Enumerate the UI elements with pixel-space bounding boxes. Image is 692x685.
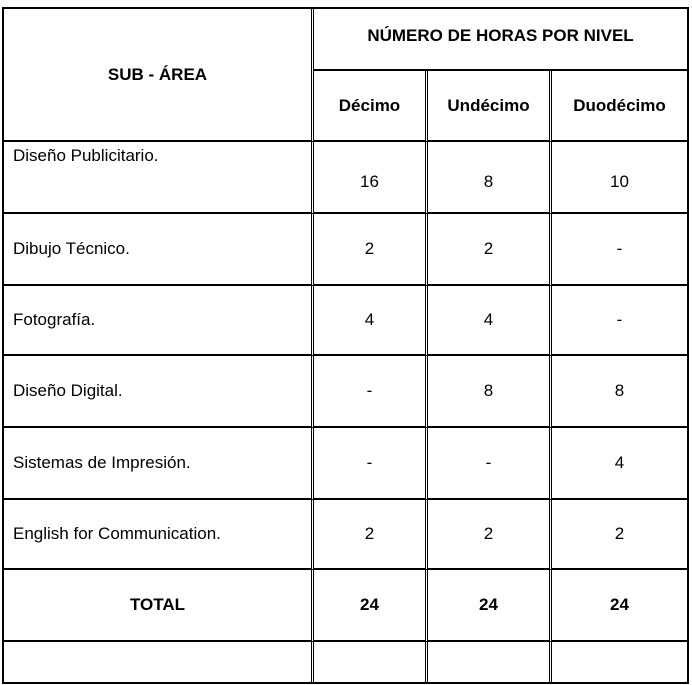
row-value-duodecimo: 10 — [552, 142, 687, 214]
row-value-undecimo: 2 — [428, 500, 552, 570]
empty-cell — [552, 642, 687, 682]
row-value-duodecimo: - — [552, 286, 687, 356]
row-name: Diseño Digital. — [4, 356, 314, 428]
row-value-duodecimo: 8 — [552, 356, 687, 428]
row-value-decimo: 4 — [314, 286, 428, 356]
row-value-duodecimo: 2 — [552, 500, 687, 570]
row-value-undecimo: - — [428, 428, 552, 500]
row-value-decimo: 16 — [314, 142, 428, 214]
total-value-decimo: 24 — [314, 570, 428, 642]
empty-cell — [314, 642, 428, 682]
empty-cell — [4, 642, 314, 682]
total-value-undecimo: 24 — [428, 570, 552, 642]
row-name: Sistemas de Impresión. — [4, 428, 314, 500]
row-value-decimo: - — [314, 428, 428, 500]
subarea-header: SUB - ÁREA — [4, 9, 314, 142]
table-row — [4, 428, 687, 500]
row-value-undecimo: 4 — [428, 286, 552, 356]
row-name: Diseño Publicitario. — [4, 142, 314, 214]
row-value-decimo: 2 — [314, 500, 428, 570]
empty-cell — [428, 642, 552, 682]
row-value-undecimo: 8 — [428, 142, 552, 214]
row-name: Dibujo Técnico. — [4, 214, 314, 286]
empty-row — [4, 642, 687, 682]
level-header-duodecimo: Duodécimo — [552, 71, 687, 142]
level-header-undecimo: Undécimo — [428, 71, 552, 142]
level-header-decimo: Décimo — [314, 71, 428, 142]
row-value-decimo: - — [314, 356, 428, 428]
row-value-duodecimo: 4 — [552, 428, 687, 500]
row-name: English for Communication. — [4, 500, 314, 570]
total-row — [4, 570, 687, 642]
hours-table — [4, 9, 687, 682]
total-value-duodecimo: 24 — [552, 570, 687, 642]
row-value-decimo: 2 — [314, 214, 428, 286]
table-row — [4, 356, 687, 428]
table-row — [4, 500, 687, 570]
table-row — [4, 286, 687, 356]
table-row — [4, 142, 687, 214]
row-value-duodecimo: - — [552, 214, 687, 286]
hours-group-header: NÚMERO DE HORAS POR NIVEL — [314, 9, 687, 71]
row-value-undecimo: 2 — [428, 214, 552, 286]
row-name: Fotografía. — [4, 286, 314, 356]
table-row — [4, 214, 687, 286]
total-label: TOTAL — [4, 570, 314, 642]
row-value-undecimo: 8 — [428, 356, 552, 428]
